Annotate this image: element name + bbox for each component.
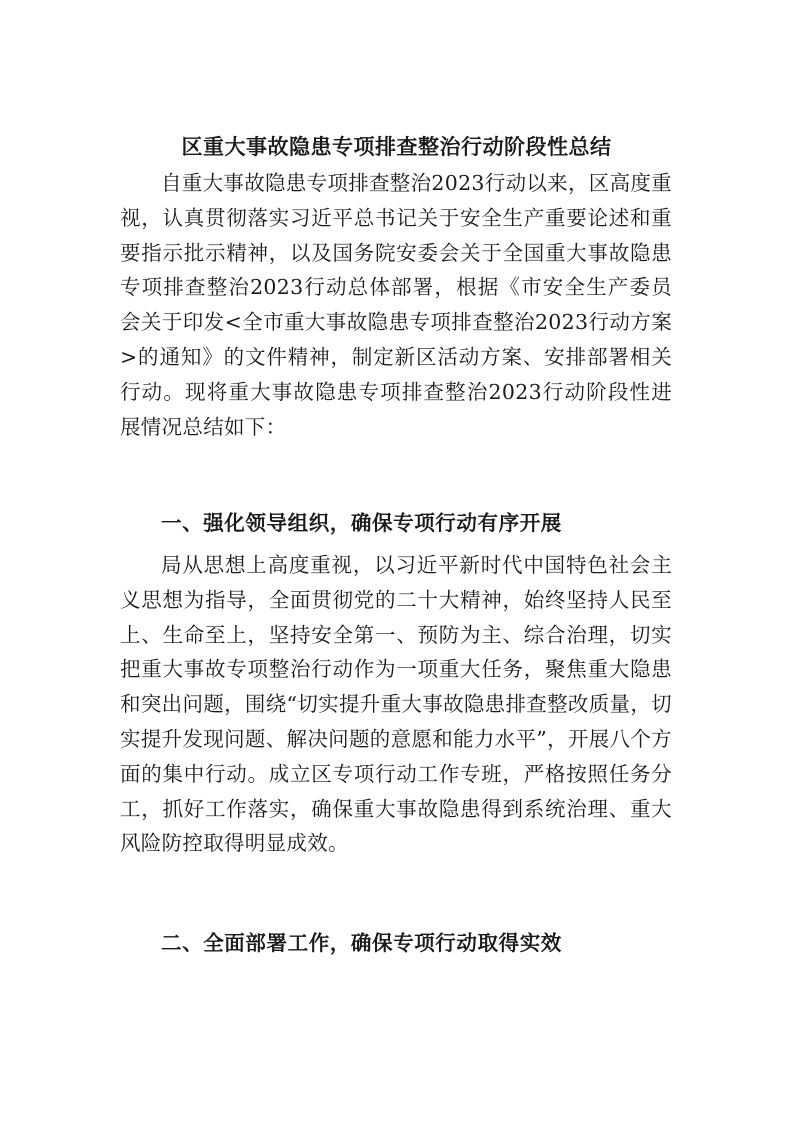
section-heading-1: 一、强化领导组织，确保专项行动有序开展 xyxy=(161,511,562,535)
intro-paragraph: 自重大事故隐患专项排查整治2023行动以来，区高度重视，认真贯彻落实习近平总书记关于安全生产重要论述和重要指示批示精神，以及国务院安委会关于全国重大事故隐患专项排查整治2023行动总体部署，根据《市安全生产委员会关于印发<全市重大事故隐患专项排查整治2023行动方案>的通知》的文件精神，制定新区活动方案、安排部署相关行动。现将重大事故隐患专项排查整治2023行动阶段性进展情况总结如下： xyxy=(120,171,672,439)
section-1-paragraph: 局从思想上高度重视，以习近平新时代中国特色社会主义思想为指导，全面贯彻党的二十大精神，始终坚持人民至上、生命至上，坚持安全第一、预防为主、综合治理，切实把重大事故专项整治行动作为一项重大任务，聚焦重大隐患和突出问题，围绕“切实提升重大事故隐患排查整改质量，切实提升发现问题、解决问题的意愿和能力水平”，开展八个方面的集中行动。成立区专项行动工作专班，严格按照任务分工，抓好工作落实，确保重大事故隐患得到系统治理、重大风险防控取得明显成效。 xyxy=(120,553,672,856)
document-title: 区重大事故隐患专项排查整治行动阶段性总结 xyxy=(181,134,612,160)
section-heading-2: 二、全面部署工作，确保专项行动取得实效 xyxy=(161,931,562,955)
